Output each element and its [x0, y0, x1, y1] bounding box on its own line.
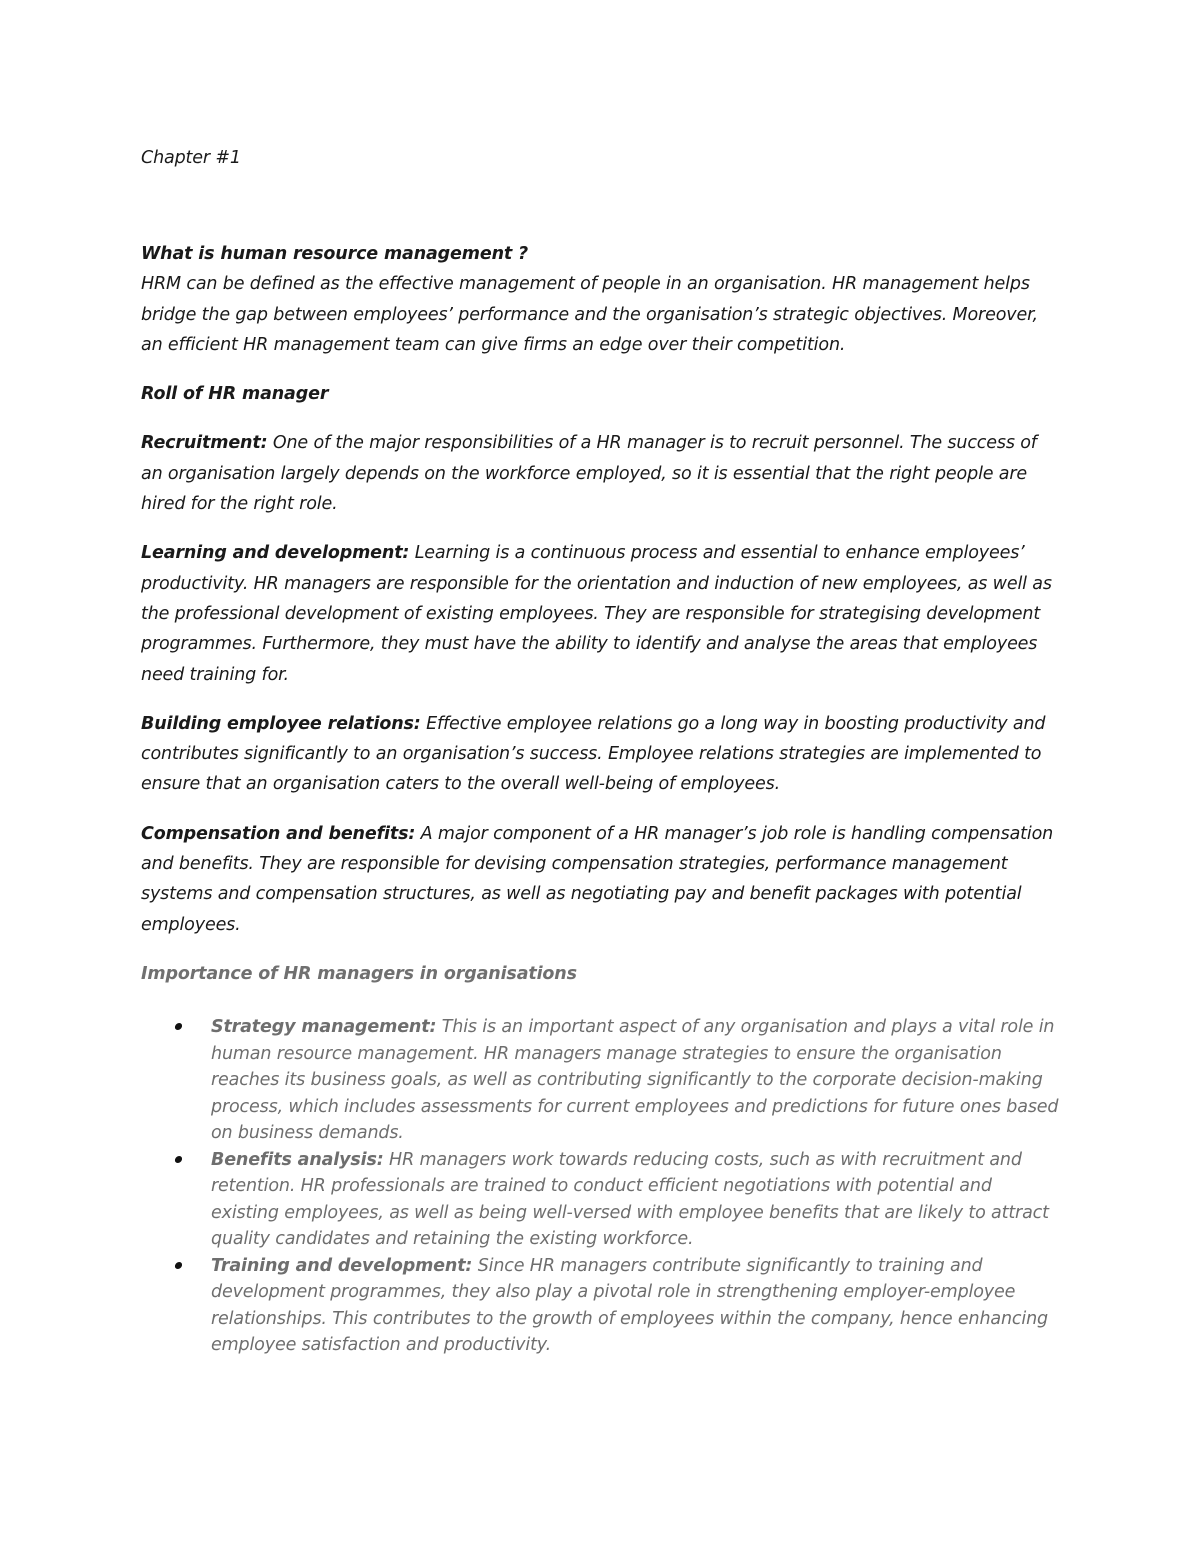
bullet-icon: [174, 1156, 182, 1163]
list-item: [211, 1014, 1061, 1147]
bullet-title: Strategy management:: [211, 1017, 437, 1038]
hrm-question-heading: What is human resource management ?: [141, 244, 529, 264]
bullet-icon: [174, 1023, 182, 1030]
role-employee-relations: [141, 709, 1061, 800]
list-item: [211, 1147, 1061, 1253]
role-text: Learning is a continuous process and essential to enhance employees’ productivity. HR managers are responsible for the orientation and induction of new employees, as well as the professional development of existing employees. They are responsible for strategising development programmes. Furthermore, they must have the ability to identify and analyse the areas that employees need training for.: [141, 543, 1052, 685]
bullet-text: Since HR managers contribute significantly to training and development programmes, they also play a pivotal role in strengthening employer-employee relationships. This contributes to the growth of employees within the company, hence enhancing employee satisfaction and productivity.: [211, 1255, 1049, 1356]
role-title: Building employee relations:: [141, 713, 421, 734]
role-text: One of the major responsibilities of a HR manager is to recruit personnel. The success of an organisation largely depends on the workforce employed, so it is essential that the right people are hired for the right role.: [141, 433, 1037, 515]
list-item: [211, 1253, 1061, 1359]
importance-heading: Importance of HR managers in organisations: [141, 963, 577, 984]
hrm-definition-paragraph: HRM can be defined as the effective management of people in an organisation. HR management helps bridge the gap between employees’ performance and the organisation’s strategic objectives. Moreover, an efficient HR management team can give firms an edge over their competition.: [141, 274, 1038, 355]
bullet-title: Benefits analysis:: [211, 1149, 384, 1170]
bullet-text: HR managers work towards reducing costs, such as with recruitment and retention. HR professionals are trained to conduct efficient negotiations with potential and existing employees, as well as being well-versed with employee benefits that are likely to attract quality candidates and retaining the existing workforce.: [211, 1149, 1049, 1250]
importance-bullet-list: [141, 1014, 1061, 1359]
role-text: Effective employee relations go a long way in boosting productivity and contributes significantly to an organisation’s success. Employee relations strategies are implemented to ensure that an organisation caters to the overall well-being of employees.: [141, 713, 1046, 795]
role-text: A major component of a HR manager’s job role is handling compensation and benefits. They are responsible for devising compensation strategies, performance management systems and compensation structures, as well as negotiating pay and benefit packages with potential employees.: [141, 823, 1054, 935]
document-body: [141, 143, 1061, 1359]
chapter-title: Chapter #1: [141, 148, 241, 168]
role-learning-development: [141, 538, 1061, 689]
bullet-icon: [174, 1262, 182, 1269]
role-compensation-benefits: [141, 819, 1061, 940]
roles-heading: Roll of HR manager: [141, 384, 329, 405]
importance-section: [141, 959, 1061, 1359]
role-recruitment: [141, 428, 1061, 519]
role-title: Learning and development:: [141, 543, 410, 564]
role-title: Compensation and benefits:: [141, 823, 416, 844]
bullet-text: This is an important aspect of any organisation and plays a vital role in human resource management. HR managers manage strategies to ensure the organisation reaches its business goals, as well as contributing significantly to the corporate decision-making process, which includes assessments for current employees and predictions for future ones based on business demands.: [211, 1017, 1059, 1144]
bullet-title: Training and development:: [211, 1255, 473, 1276]
role-title: Recruitment:: [141, 433, 268, 454]
